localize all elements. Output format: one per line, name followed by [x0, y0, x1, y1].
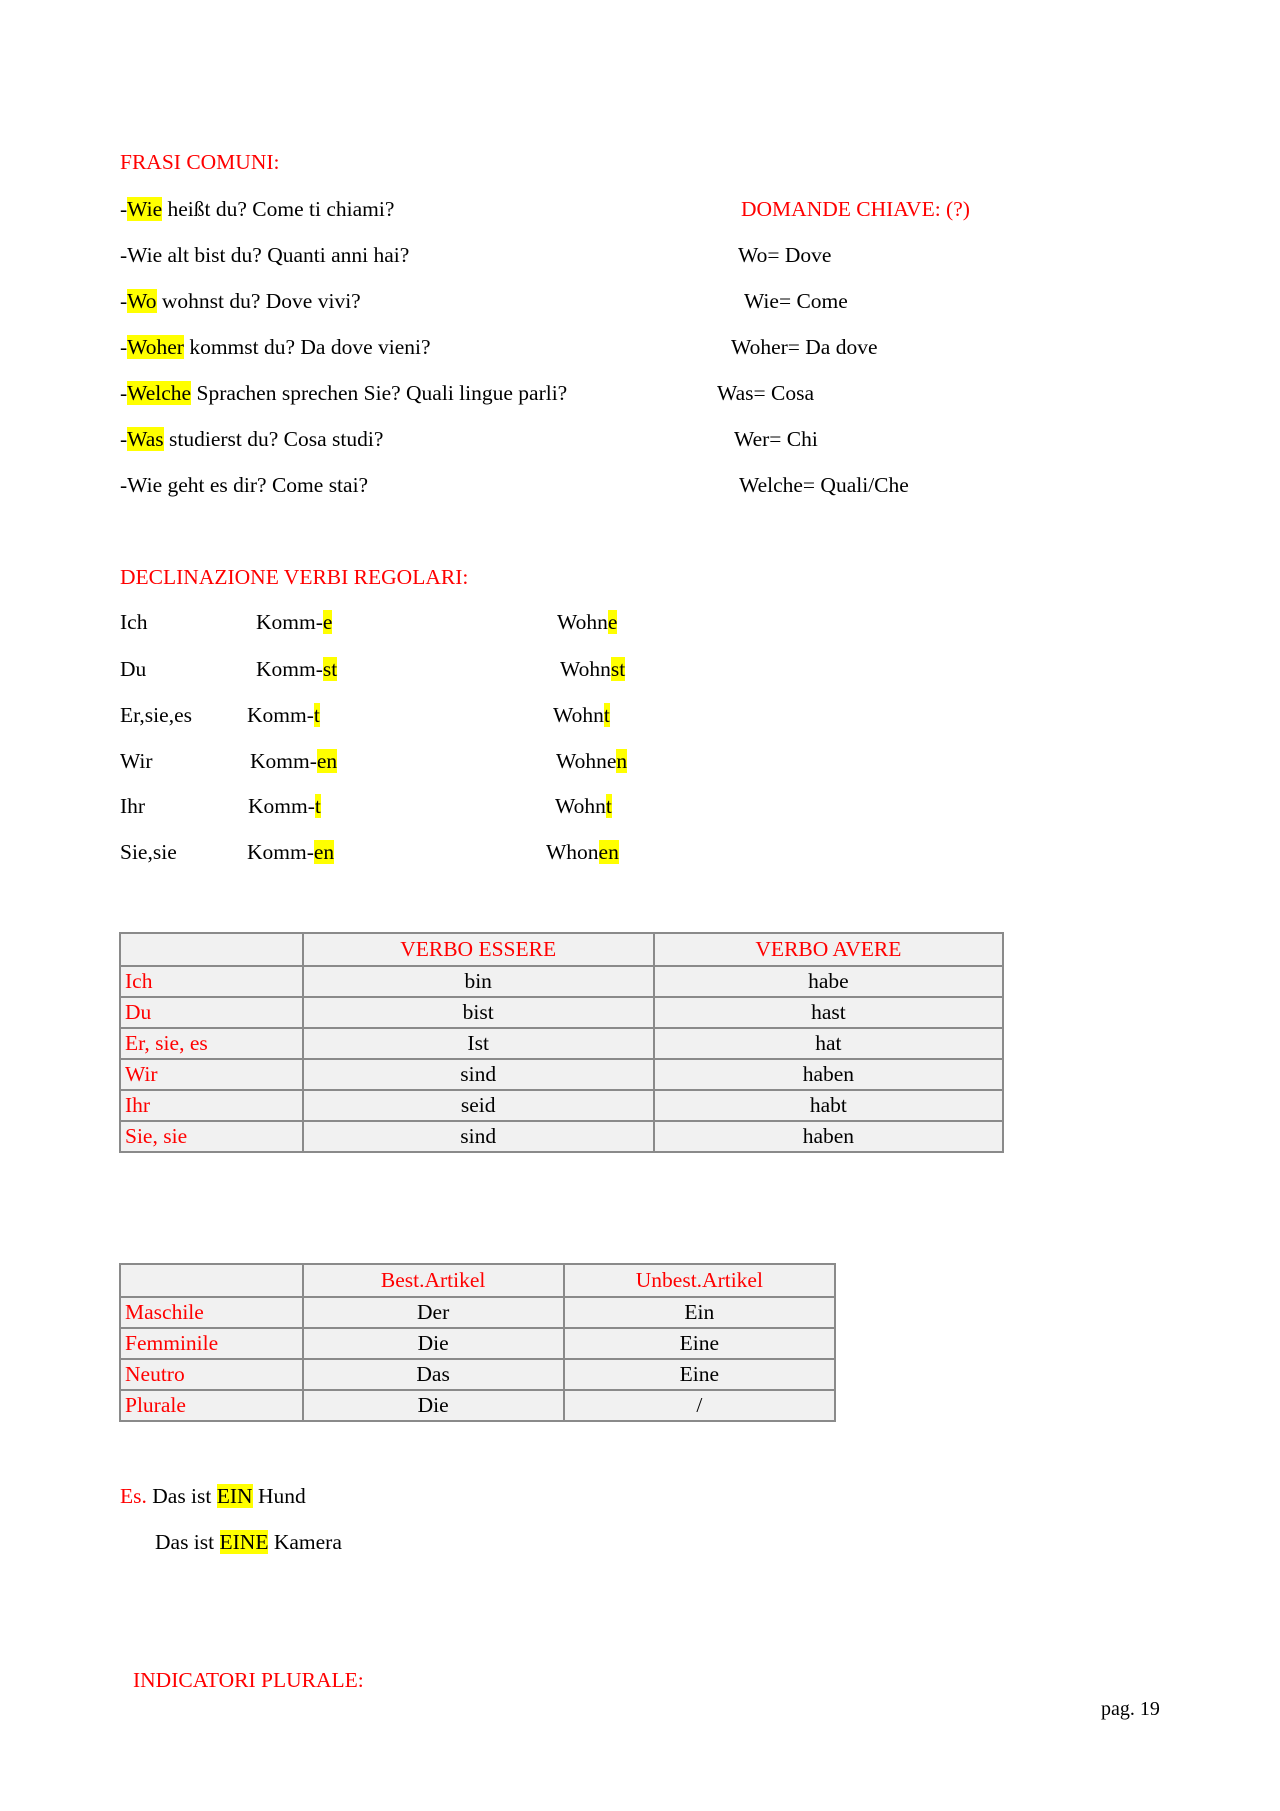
- essere-cell: bist: [303, 997, 654, 1028]
- declension-wohnen: Wohnt: [553, 703, 610, 727]
- verb-table: [119, 932, 1004, 1153]
- table-row: [120, 966, 1003, 997]
- header-cell-empty: [120, 933, 303, 966]
- essere-cell: seid: [303, 1090, 654, 1121]
- header-unbest-artikel: Unbest.Artikel: [564, 1264, 835, 1297]
- declension-wohnen: Wohne: [557, 610, 618, 634]
- phrase-line: -Was studierst du? Cosa studi?: [120, 427, 384, 451]
- header-cell-empty: [120, 1264, 303, 1297]
- indefinite-cell: /: [564, 1390, 835, 1421]
- table-row: [120, 1090, 1003, 1121]
- avere-cell: haben: [654, 1059, 1003, 1090]
- declension-wohnen: Wohnt: [555, 794, 612, 818]
- gender-cell: Neutro: [120, 1359, 303, 1390]
- table-row: [120, 1359, 835, 1390]
- phrase-line: -Wie alt bist du? Quanti anni hai?: [120, 243, 410, 267]
- header-best-artikel: Best.Artikel: [303, 1264, 564, 1297]
- example-line: Es. Das ist EIN Hund: [120, 1484, 306, 1508]
- declension-kommen: Komm-t: [248, 794, 321, 818]
- key-question: Welche= Quali/Che: [739, 473, 909, 497]
- avere-cell: habt: [654, 1090, 1003, 1121]
- table-row: [120, 1059, 1003, 1090]
- declension-pronoun: Ihr: [120, 794, 146, 818]
- pronoun-cell: Wir: [120, 1059, 303, 1090]
- declension-wohnen: Whonen: [546, 840, 619, 864]
- avere-cell: habe: [654, 966, 1003, 997]
- declension-pronoun: Ich: [120, 610, 148, 634]
- header-essere: VERBO ESSERE: [303, 933, 654, 966]
- table-row: [120, 1390, 835, 1421]
- essere-cell: Ist: [303, 1028, 654, 1059]
- declension-wohnen: Wohnen: [556, 749, 628, 773]
- avere-cell: hat: [654, 1028, 1003, 1059]
- pronoun-cell: Ihr: [120, 1090, 303, 1121]
- indefinite-cell: Ein: [564, 1297, 835, 1328]
- example-label: Es.: [120, 1484, 147, 1508]
- key-questions-title: DOMANDE CHIAVE: (?): [741, 197, 970, 221]
- essere-cell: bin: [303, 966, 654, 997]
- gender-cell: Femminile: [120, 1328, 303, 1359]
- essere-cell: sind: [303, 1059, 654, 1090]
- phrase-line: -Wie geht es dir? Come stai?: [120, 473, 369, 497]
- page-number: pag. 19: [1101, 1698, 1160, 1720]
- avere-cell: haben: [654, 1121, 1003, 1152]
- article-table: [119, 1263, 836, 1422]
- declension-pronoun: Wir: [120, 749, 153, 773]
- header-avere: VERBO AVERE: [654, 933, 1003, 966]
- pronoun-cell: Er, sie, es: [120, 1028, 303, 1059]
- key-question: Wie= Come: [744, 289, 848, 313]
- pronoun-cell: Ich: [120, 966, 303, 997]
- table-row: [120, 1297, 835, 1328]
- indefinite-cell: Eine: [564, 1328, 835, 1359]
- declension-kommen: Komm-en: [247, 840, 335, 864]
- phrases-title: FRASI COMUNI:: [120, 150, 280, 174]
- indefinite-cell: Eine: [564, 1359, 835, 1390]
- phrase-line: -Wie heißt du? Come ti chiami?: [120, 197, 395, 221]
- gender-cell: Plurale: [120, 1390, 303, 1421]
- table-row: [120, 997, 1003, 1028]
- declension-pronoun: Er,sie,es: [120, 703, 192, 727]
- declension-title: DECLINAZIONE VERBI REGOLARI:: [120, 565, 469, 589]
- definite-cell: Die: [303, 1328, 564, 1359]
- declension-pronoun: Sie,sie: [120, 840, 177, 864]
- key-question: Was= Cosa: [717, 381, 814, 405]
- declension-wohnen: Wohnst: [560, 657, 626, 681]
- key-question: Woher= Da dove: [731, 335, 878, 359]
- table-row: [120, 1028, 1003, 1059]
- declension-kommen: Komm-e: [256, 610, 333, 634]
- definite-cell: Der: [303, 1297, 564, 1328]
- definite-cell: Das: [303, 1359, 564, 1390]
- pronoun-cell: Sie, sie: [120, 1121, 303, 1152]
- example-line: Das ist EINE Kamera: [155, 1530, 342, 1554]
- declension-pronoun: Du: [120, 657, 147, 681]
- declension-kommen: Komm-en: [250, 749, 338, 773]
- table-row: [120, 1121, 1003, 1152]
- verb-table-header: [120, 933, 1003, 966]
- pronoun-cell: Du: [120, 997, 303, 1028]
- avere-cell: hast: [654, 997, 1003, 1028]
- key-question: Wo= Dove: [738, 243, 832, 267]
- gender-cell: Maschile: [120, 1297, 303, 1328]
- definite-cell: Die: [303, 1390, 564, 1421]
- plural-indicators-title: INDICATORI PLURALE:: [133, 1668, 364, 1692]
- phrase-line: -Wo wohnst du? Dove vivi?: [120, 289, 361, 313]
- declension-kommen: Komm-t: [247, 703, 320, 727]
- phrase-line: -Welche Sprachen sprechen Sie? Quali lingue parli?: [120, 381, 568, 405]
- essere-cell: sind: [303, 1121, 654, 1152]
- declension-kommen: Komm-st: [256, 657, 338, 681]
- article-table-header: [120, 1264, 835, 1297]
- key-question: Wer= Chi: [734, 427, 818, 451]
- phrase-line: -Woher kommst du? Da dove vieni?: [120, 335, 431, 359]
- table-row: [120, 1328, 835, 1359]
